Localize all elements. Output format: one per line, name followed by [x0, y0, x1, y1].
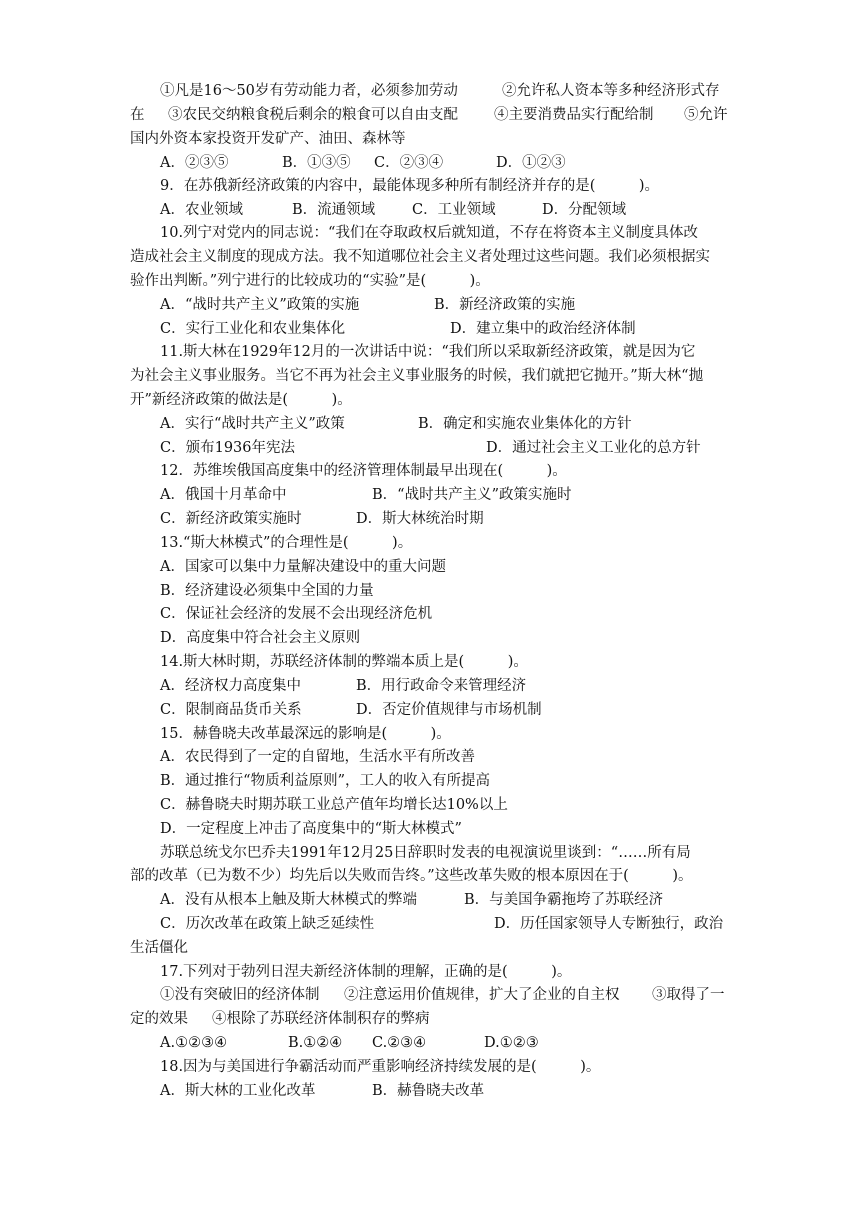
option-c: C．保证社会经济的发展不会出现经济危机	[160, 606, 433, 622]
answer-options	[0, 413, 860, 435]
option-a: A．斯大林的工业化改革	[160, 1083, 316, 1099]
question-stem: 10.列宁对党内的同志说：“我们在夺取政权后就知道，不存在将资本主义制度具体改	[160, 225, 698, 241]
statement-text: ②注意运用价值规律，扩大了企业的自主权	[344, 987, 620, 1003]
question-stem: 12．苏维埃俄国高度集中的经济管理体制最早出现在( )。	[160, 463, 567, 479]
answer-options	[0, 1080, 860, 1102]
answer-options	[0, 508, 860, 530]
option-d: D．否定价值规律与市场机制	[356, 702, 542, 718]
text-line	[0, 270, 860, 292]
option-b: B．用行政命令来管理经济	[356, 678, 527, 694]
question-stem: 14.斯大林时期，苏联经济体制的弊端本质上是( )。	[160, 654, 528, 670]
option-b: B．经济建设必须集中全国的力量	[160, 583, 374, 599]
statement-text: 定的效果	[130, 1011, 188, 1027]
answer-options	[0, 913, 860, 935]
question-stem: 17.下列对于勃列日涅夫新经济体制的理解，正确的是( )。	[160, 964, 572, 980]
answer-option	[0, 603, 860, 625]
option-b: B．赫鲁晓夫改革	[372, 1083, 485, 1099]
option-d-continued: 生活僵化	[130, 940, 188, 956]
question-15	[0, 723, 860, 745]
answer-options	[0, 484, 860, 506]
option-d: D．分配领域	[542, 202, 627, 218]
option-c: C．新经济政策实施时	[160, 511, 302, 527]
option-a: A．经济权力高度集中	[160, 678, 301, 694]
statement-text: ①没有突破旧的经济体制	[160, 987, 320, 1003]
question-stem: 验作出判断。”列宁进行的比较成功的“实验”是( )。	[130, 273, 490, 289]
text-line	[0, 80, 860, 102]
option-text: ①凡是16～50岁有劳动能力者，必须参加劳动	[160, 83, 458, 99]
question-stem: 开”新经济政策的做法是( )。	[130, 392, 352, 408]
option-c: C．颁布1936年宪法	[160, 440, 295, 456]
text-line	[0, 104, 860, 126]
option-c: C．历次改革在政策上缺乏延续性	[160, 916, 375, 932]
text-line-content: 国内外资本家投资开发矿产、油田、森林等	[130, 131, 406, 147]
question-stem: 为社会主义事业服务。当它不再为社会主义事业服务的时候，我们就把它抛开。”斯大林“抛	[130, 368, 704, 384]
answer-options	[0, 318, 860, 340]
answer-options	[0, 437, 860, 459]
option-a: A．俄国十月革命中	[160, 487, 287, 503]
text-line	[0, 389, 860, 411]
option-c: C.②③④	[372, 1035, 427, 1051]
question-stem: 9．在苏俄新经济政策的内容中，最能体现多种所有制经济并存的是( )。	[160, 178, 660, 194]
question-stem: 11.斯大林在1929年12月的一次讲话中说：“我们所以采取新经济政策，就是因为它	[160, 344, 696, 360]
option-b: B．新经济政策的实施	[434, 297, 576, 313]
question-stem: 13.“斯大林模式”的合理性是( )。	[160, 535, 413, 551]
option-a: A．“战时共产主义”政策的实施	[160, 297, 360, 313]
text-line	[0, 128, 860, 150]
option-text: ②允许私人资本等多种经济形式存	[502, 83, 720, 99]
question-11	[0, 341, 860, 363]
option-b: B．与美国争霸拖垮了苏联经济	[464, 892, 664, 908]
answer-option	[0, 746, 860, 768]
question-stem: 苏联总统戈尔巴乔夫1991年12月25日辞职时发表的电视演说里谈到：“……所有局	[160, 845, 691, 861]
option-b: B．流通领域	[292, 202, 376, 218]
option-a: A．农业领域	[160, 202, 243, 218]
question-14	[0, 651, 860, 673]
answer-option	[0, 556, 860, 578]
text-line	[0, 1008, 860, 1030]
question-10	[0, 222, 860, 244]
option-text: ⑤允许	[684, 107, 728, 123]
option-a: A．没有从根本上触及斯大林模式的弊端	[160, 892, 417, 908]
answer-option	[0, 580, 860, 602]
option-b: B．①③⑤	[282, 155, 351, 171]
option-text: ④主要消费品实行配给制	[494, 107, 654, 123]
option-a: A.①②③④	[160, 1035, 228, 1051]
option-d: D.①②③	[484, 1035, 539, 1051]
answer-options	[0, 294, 860, 316]
answer-option	[0, 627, 860, 649]
question-stem: 18.因为与美国进行争霸活动而严重影响经济持续发展的是( )。	[160, 1059, 601, 1075]
option-c: C．工业领域	[412, 202, 496, 218]
answer-options	[0, 675, 860, 697]
option-d: D．建立集中的政治经济体制	[450, 321, 636, 337]
option-a: A．实行“战时共产主义”政策	[160, 416, 345, 432]
question-stem: 15．赫鲁晓夫改革最深远的影响是( )。	[160, 726, 451, 742]
option-d: D．通过社会主义工业化的总方针	[486, 440, 701, 456]
answer-options	[0, 152, 860, 174]
answer-options	[0, 1032, 860, 1054]
question-stem: 部的改革（已为数不少）均先后以失败而告终。”这些改革失败的根本原因在于( )。	[130, 868, 693, 884]
text-line	[0, 365, 860, 387]
option-text: 在	[130, 107, 145, 123]
option-c: C．实行工业化和农业集体化	[160, 321, 346, 337]
answer-options	[0, 199, 860, 221]
text-line	[0, 246, 860, 268]
option-text: ③农民交纳粮食税后剩余的粮食可以自由支配	[168, 107, 458, 123]
text-line	[0, 937, 860, 959]
question-18	[0, 1056, 860, 1078]
option-a: A．国家可以集中力量解决建设中的重大问题	[160, 559, 446, 575]
statement-text: ④根除了苏联经济体制积存的弊病	[212, 1011, 430, 1027]
answer-option	[0, 794, 860, 816]
option-b: B．确定和实施农业集体化的方针	[418, 416, 632, 432]
option-a: A．农民得到了一定的自留地，生活水平有所改善	[160, 749, 475, 765]
option-d: D．斯大林统治时期	[356, 511, 484, 527]
option-c: C．限制商品货币关系	[160, 702, 302, 718]
text-line	[0, 865, 860, 887]
option-c: C．赫鲁晓夫时期苏联工业总产值年均增长达10%以上	[160, 797, 508, 813]
question-13	[0, 532, 860, 554]
answer-option	[0, 770, 860, 792]
answer-option	[0, 818, 860, 840]
option-d: D．一定程度上冲击了高度集中的“斯大林模式”	[160, 821, 462, 837]
question-17	[0, 961, 860, 983]
option-d: D．高度集中符合社会主义原则	[160, 630, 361, 646]
question-16	[0, 842, 860, 864]
option-b: B．通过推行“物质利益原则”，工人的收入有所提高	[160, 773, 490, 789]
option-c: C．②③④	[374, 155, 444, 171]
answer-options	[0, 889, 860, 911]
question-9	[0, 175, 860, 197]
statement-text: ③取得了一	[652, 987, 725, 1003]
option-d: D．历任国家领导人专断独行，政治	[494, 916, 724, 932]
text-line	[0, 984, 860, 1006]
option-b: B．“战时共产主义”政策实施时	[372, 487, 572, 503]
answer-options	[0, 699, 860, 721]
option-b: B.①②④	[288, 1035, 343, 1051]
question-stem: 造成社会主义制度的现成方法。我不知道哪位社会主义者处理过这些问题。我们必须根据实	[130, 249, 710, 265]
option-a: A．②③⑤	[160, 155, 229, 171]
question-12	[0, 460, 860, 482]
option-d: D．①②③	[496, 155, 566, 171]
